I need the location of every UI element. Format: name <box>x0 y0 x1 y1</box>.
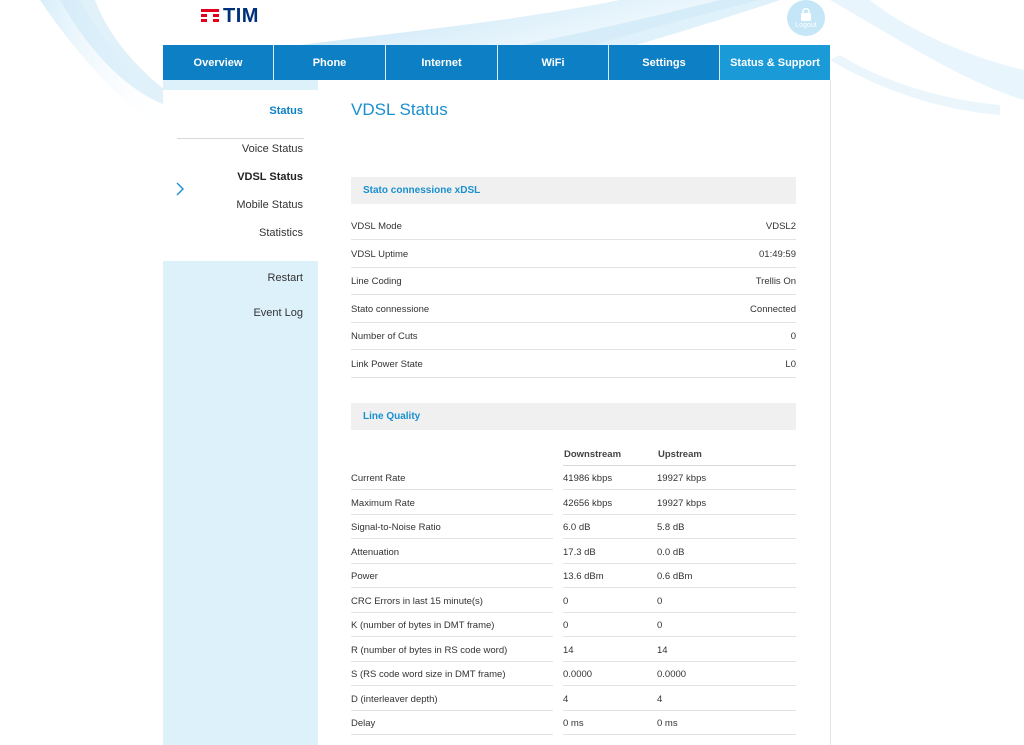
kv-value: Trellis On <box>755 275 796 287</box>
table-row <box>351 687 796 711</box>
table-row <box>351 564 796 588</box>
table-row <box>351 613 796 637</box>
column-header-downstream: Downstream <box>564 449 622 460</box>
downstream-value: 0 <box>563 596 569 607</box>
kv-value: 01:49:59 <box>759 248 796 260</box>
upstream-value: 0.6 dBm <box>657 571 693 582</box>
table-row <box>351 638 796 662</box>
sidebar-item-statistics[interactable]: Statistics <box>258 227 303 239</box>
kv-label: VDSL Uptime <box>351 248 409 260</box>
upstream-value: 19927 kbps <box>657 473 707 484</box>
upstream-value: 4 <box>657 694 663 705</box>
upstream-value: 5.8 dB <box>657 522 685 533</box>
kv-value: VDSL2 <box>765 220 796 232</box>
sidebar <box>163 80 318 745</box>
downstream-value: 0 ms <box>563 718 584 729</box>
page-title: VDSL Status <box>351 100 448 119</box>
kv-row <box>351 323 796 350</box>
downstream-value: 13.6 dBm <box>563 571 604 582</box>
logout-label: Logout <box>795 21 817 29</box>
sidebar-item-event-log[interactable]: Event Log <box>253 307 303 319</box>
upstream-value: 14 <box>657 645 668 656</box>
kv-value: 0 <box>790 330 796 342</box>
tab-settings[interactable]: Settings <box>609 45 720 80</box>
section-header-line-quality: Line Quality <box>351 403 796 430</box>
row-label: Signal-to-Noise Ratio <box>351 522 441 533</box>
table-row <box>351 711 796 735</box>
sidebar-item-mobile-status[interactable]: Mobile Status <box>236 199 303 211</box>
tab-status-support[interactable]: Status & Support <box>720 45 830 80</box>
table-row <box>351 466 796 490</box>
upstream-value: 0.0000 <box>657 669 687 680</box>
upstream-value: 0 ms <box>657 718 678 729</box>
kv-label: VDSL Mode <box>351 220 402 232</box>
upstream-value: 0 <box>657 620 663 631</box>
main-nav <box>163 45 830 80</box>
section-header-connection: Stato connessione xDSL <box>351 177 796 204</box>
tab-internet[interactable]: Internet <box>386 45 498 80</box>
downstream-value: 4 <box>563 694 569 705</box>
chevron-right-icon <box>175 182 185 196</box>
upstream-value: 19927 kbps <box>657 498 707 509</box>
kv-row <box>351 268 796 295</box>
kv-row <box>351 213 796 240</box>
downstream-value: 17.3 dB <box>563 547 596 558</box>
downstream-value: 0 <box>563 620 569 631</box>
table-row <box>351 515 796 539</box>
row-label: Maximum Rate <box>351 498 415 509</box>
kv-label: Stato connessione <box>351 303 430 315</box>
downstream-value: 0.0000 <box>563 669 593 680</box>
line-quality-header <box>351 443 796 466</box>
table-row <box>351 589 796 613</box>
row-label: K (number of bytes in DMT frame) <box>351 620 495 631</box>
downstream-value: 41986 kbps <box>563 473 613 484</box>
upstream-value: 0.0 dB <box>657 547 685 558</box>
kv-row <box>351 296 796 323</box>
row-label: CRC Errors in last 15 minute(s) <box>351 596 483 607</box>
kv-label: Number of Cuts <box>351 330 418 342</box>
table-row <box>351 662 796 686</box>
sidebar-heading-status[interactable]: Status <box>269 105 303 117</box>
row-label: Current Rate <box>351 473 406 484</box>
tab-wifi[interactable]: WiFi <box>498 45 609 80</box>
downstream-value: 14 <box>563 645 574 656</box>
row-label: Attenuation <box>351 547 400 558</box>
kv-value: Connected <box>750 303 796 315</box>
table-row <box>351 491 796 515</box>
sidebar-item-vdsl-status[interactable]: VDSL Status <box>237 171 303 183</box>
row-label: Power <box>351 571 378 582</box>
tim-logo[interactable] <box>201 6 259 26</box>
sidebar-item-restart[interactable]: Restart <box>267 272 303 284</box>
lock-icon <box>799 8 813 21</box>
row-label: Delay <box>351 718 376 729</box>
kv-row <box>351 351 796 378</box>
column-header-upstream: Upstream <box>658 449 702 460</box>
logo-text: TIM <box>223 4 259 27</box>
tab-phone[interactable]: Phone <box>274 45 386 80</box>
sidebar-item-voice-status[interactable]: Voice Status <box>241 143 303 155</box>
kv-value: L0 <box>785 358 796 370</box>
sidebar-divider <box>177 138 304 139</box>
kv-label: Link Power State <box>351 358 423 370</box>
sidebar-submenu <box>163 90 318 261</box>
table-row <box>351 540 796 564</box>
row-label: R (number of bytes in RS code word) <box>351 645 508 656</box>
downstream-value: 42656 kbps <box>563 498 613 509</box>
kv-row <box>351 241 796 268</box>
logout-button[interactable] <box>787 0 825 36</box>
kv-label: Line Coding <box>351 275 402 287</box>
row-label: D (interleaver depth) <box>351 694 438 705</box>
downstream-value: 6.0 dB <box>563 522 591 533</box>
tab-overview[interactable]: Overview <box>163 45 274 80</box>
row-label: S (RS code word size in DMT frame) <box>351 669 506 680</box>
upstream-value: 0 <box>657 596 663 607</box>
tim-logo-mark <box>201 9 219 23</box>
